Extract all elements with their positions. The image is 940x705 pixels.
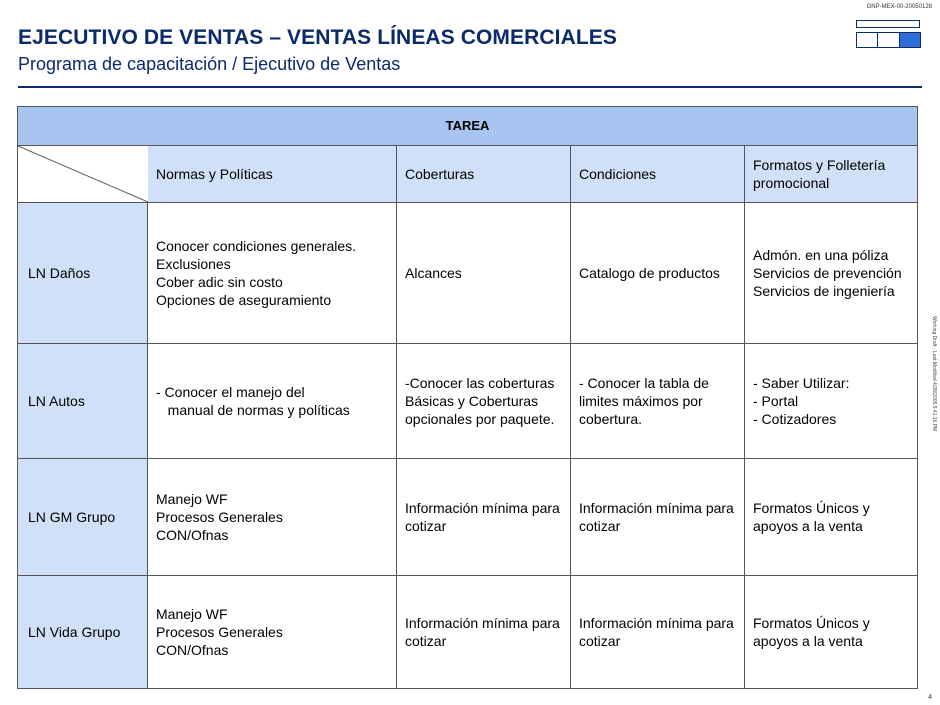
logo-grid-top-bar <box>856 20 920 28</box>
page-title: EJECUTIVO DE VENTAS – VENTAS LÍNEAS COMERCIALES <box>18 26 618 49</box>
table-cell: Información mínima para cotizar <box>397 576 571 689</box>
logo-grid-cell <box>856 32 878 48</box>
row-label: LN GM Grupo <box>18 459 148 576</box>
table-cell: Manejo WF Procesos Generales CON/Ofnas <box>148 459 397 576</box>
row-label: LN Daños <box>18 203 148 344</box>
working-draft-note: Working Draft - Last Modified 4/28/2005 5:41:16 PM <box>931 316 937 432</box>
training-table <box>17 106 918 689</box>
table-cell: Formatos Únicos y apoyos a la venta <box>745 576 918 689</box>
table-cell: - Conocer la tabla de limites máximos por cobertura. <box>571 344 745 459</box>
table-cell: - Saber Utilizar: - Portal - Cotizadores <box>745 344 918 459</box>
logo-grid-icon <box>856 20 920 48</box>
table-row <box>18 576 918 689</box>
diagonal-line <box>18 146 148 202</box>
row-label: LN Vida Grupo <box>18 576 148 689</box>
logo-grid-cell-filled <box>899 32 921 48</box>
logo-grid-row <box>856 32 920 48</box>
column-header-row <box>18 146 918 203</box>
column-header: Coberturas <box>397 146 571 203</box>
table-cell: Catalogo de productos <box>571 203 745 344</box>
table-cell: Formatos Únicos y apoyos a la venta <box>745 459 918 576</box>
logo-grid-cell <box>877 32 899 48</box>
table-cell: Información mínima para cotizar <box>571 459 745 576</box>
table-row <box>18 459 918 576</box>
column-header: Condiciones <box>571 146 745 203</box>
table-row <box>18 203 918 344</box>
table-cell: Conocer condiciones generales. Exclusiones Cober adic sin costo Opciones de aseguramiento <box>148 203 397 344</box>
table-cell: Admón. en una póliza Servicios de prevención Servicios de ingeniería <box>745 203 918 344</box>
page-number: 4 <box>928 694 932 701</box>
tarea-header: TAREA <box>18 107 918 146</box>
page-subtitle: Programa de capacitación / Ejecutivo de Ventas <box>18 54 401 74</box>
column-header: Normas y Políticas <box>148 146 397 203</box>
document-code: GNP-MEX-00-20050128 <box>866 4 932 10</box>
table-cell: Información mínima para cotizar <box>571 576 745 689</box>
table-cell: -Conocer las coberturas Básicas y Coberturas opcionales por paquete. <box>397 344 571 459</box>
training-table-wrapper <box>17 106 917 689</box>
table-cell: Información mínima para cotizar <box>397 459 571 576</box>
table-cell: Manejo WF Procesos Generales CON/Ofnas <box>148 576 397 689</box>
diagonal-corner-cell <box>18 146 148 203</box>
table-cell: Alcances <box>397 203 571 344</box>
table-cell: - Conocer el manejo del manual de normas y políticas <box>148 344 397 459</box>
table-row <box>18 344 918 459</box>
column-header: Formatos y Folletería promocional <box>745 146 918 203</box>
row-label: LN Autos <box>18 344 148 459</box>
title-divider <box>18 86 922 88</box>
